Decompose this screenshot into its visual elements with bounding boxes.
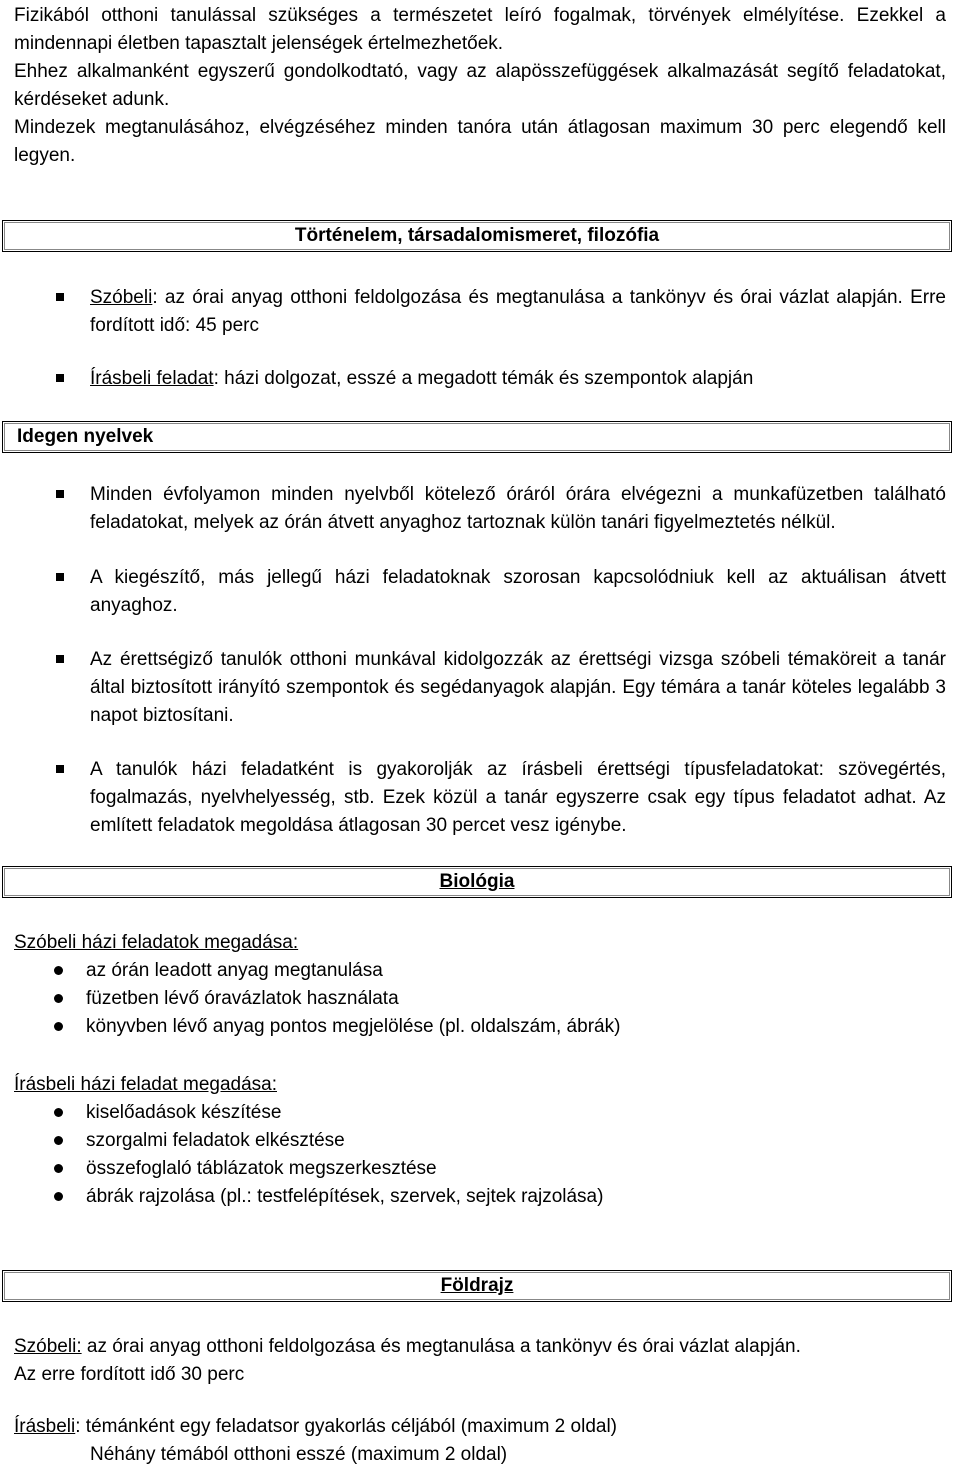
round-bullet-icon — [54, 994, 63, 1003]
section-heading-tortenelem — [2, 220, 952, 252]
biologia-szobeli-list — [14, 957, 946, 1041]
foldrajz-szobeli-text: az órai anyag otthoni feldolgozása és megtanulása a tankönyv és órai vázlat alapján. — [81, 1336, 801, 1357]
square-bullet-icon — [56, 293, 64, 301]
idegen-item-4-text: A tanulók házi feladatként is gyakorolják az írásbeli érettségi típusfeladatokat: szövegértés, fogalmazás, nyelvhelyesség, stb. Ezek közül a tanár egyszerre csak egy típus feladatot adhat. Az említett feladatok megoldása átlagosan 30 percet vesz igénybe. — [90, 759, 946, 836]
foldrajz-szobeli-line2: Az erre fordított idő 30 perc — [14, 1364, 245, 1385]
section-heading-idegen-nyelvek — [2, 421, 952, 453]
round-bullet-icon — [54, 966, 63, 975]
biologia-irasbeli-label: Írásbeli házi feladat megadása: — [14, 1074, 277, 1095]
list-item: könyvben lévő anyag pontos megjelölése (pl. oldalszám, ábrák) — [14, 1013, 946, 1041]
idegen-item-4 — [14, 756, 946, 840]
section-heading-idegen-nyelvek-text: Idegen nyelvek — [17, 426, 154, 447]
intro-paragraph-2: Ehhez alkalmanként egyszerű gondolkodtató, vagy az alapösszefüggések alkalmazását segítő feladatokat, kérdéseket adunk. — [14, 61, 946, 110]
square-bullet-icon — [56, 490, 64, 498]
biologia-irasbeli — [14, 1071, 946, 1211]
tortenelem-szobeli-text: : az órai anyag otthoni feldolgozása és megtanulása a tankönyv és órai vázlat alapján. Erre fordított idő: 45 perc — [90, 287, 946, 336]
biologia-szobeli — [14, 929, 946, 1041]
foldrajz-irasbeli-text: : témánként egy feladatsor gyakorlás céljából (maximum 2 oldal) — [75, 1416, 618, 1437]
foldrajz-szobeli-label: Szóbeli: — [14, 1336, 82, 1357]
round-bullet-icon — [54, 1192, 63, 1201]
foldrajz-irasbeli — [14, 1413, 946, 1469]
intro-section — [14, 2, 946, 170]
intro-paragraph-3: Mindezek megtanulásához, elvégzéséhez minden tanóra után átlagosan maximum 30 perc elegendő kell legyen. — [14, 117, 946, 166]
section-heading-biologia — [2, 866, 952, 898]
square-bullet-icon — [56, 374, 64, 382]
list-item: ábrák rajzolása (pl.: testfelépítések, szervek, sejtek rajzolása) — [14, 1183, 946, 1211]
idegen-item-3-text: Az érettségiző tanulók otthoni munkával kidolgozzák az érettségi vizsga szóbeli témaköreit a tanár által biztosított irányító szempontok és segédanyagok alapján. Egy témára a tanár köteles legalább 3 napot biztosítani. — [90, 649, 946, 726]
list-item: az órán leadott anyag megtanulása — [14, 957, 946, 985]
tortenelem-item-szobeli — [14, 284, 946, 340]
round-bullet-icon — [54, 1136, 63, 1145]
square-bullet-icon — [56, 573, 64, 581]
list-item: kiselőadások készítése — [14, 1099, 946, 1127]
section-heading-foldrajz-text: Földrajz — [440, 1275, 514, 1296]
idegen-item-1 — [14, 481, 946, 537]
foldrajz-irasbeli-label: Írásbeli — [14, 1416, 76, 1437]
section-heading-foldrajz — [2, 1270, 952, 1302]
biologia-irasbeli-list — [14, 1099, 946, 1211]
round-bullet-icon — [54, 1022, 63, 1031]
tortenelem-irasbeli-text: : házi dolgozat, esszé a megadott témák és szempontok alapján — [213, 368, 754, 389]
tortenelem-item-irasbeli — [14, 365, 946, 393]
round-bullet-icon — [54, 1108, 63, 1117]
tortenelem-szobeli-label: Szóbeli — [90, 287, 153, 308]
list-item: összefoglaló táblázatok megszerkesztése — [14, 1155, 946, 1183]
idegen-item-1-text: Minden évfolyamon minden nyelvből kötelező óráról órára elvégezni a munkafüzetben található feladatokat, melyek az órán átvett anyaghoz tartoznak külön tanári figyelmeztetés nélkül. — [90, 484, 946, 533]
tortenelem-irasbeli-label: Írásbeli feladat — [90, 368, 214, 389]
foldrajz-szobeli — [14, 1333, 946, 1389]
biologia-szobeli-label: Szóbeli házi feladatok megadása: — [14, 932, 299, 953]
idegen-item-2-text: A kiegészítő, más jellegű házi feladatoknak szorosan kapcsolódniuk kell az aktuálisan átvett anyaghoz. — [90, 567, 946, 616]
square-bullet-icon — [56, 655, 64, 663]
foldrajz-irasbeli-line2: Néhány témából otthoni esszé (maximum 2 oldal) — [90, 1444, 508, 1465]
square-bullet-icon — [56, 765, 64, 773]
round-bullet-icon — [54, 1164, 63, 1173]
idegen-item-3 — [14, 646, 946, 730]
list-item: szorgalmi feladatok elkésztése — [14, 1127, 946, 1155]
idegen-item-2 — [14, 564, 946, 620]
section-heading-biologia-text: Biológia — [439, 871, 515, 892]
intro-paragraph-1: Fizikából otthoni tanulással szükséges a természetet leíró fogalmak, törvények elmélyítése. Ezekkel a mindennapi életben tapasztalt jelenségek értelmezhetőek. — [14, 5, 946, 54]
section-heading-tortenelem-text: Történelem, társadalomismeret, filozófia — [294, 225, 660, 246]
list-item: füzetben lévő óravázlatok használata — [14, 985, 946, 1013]
